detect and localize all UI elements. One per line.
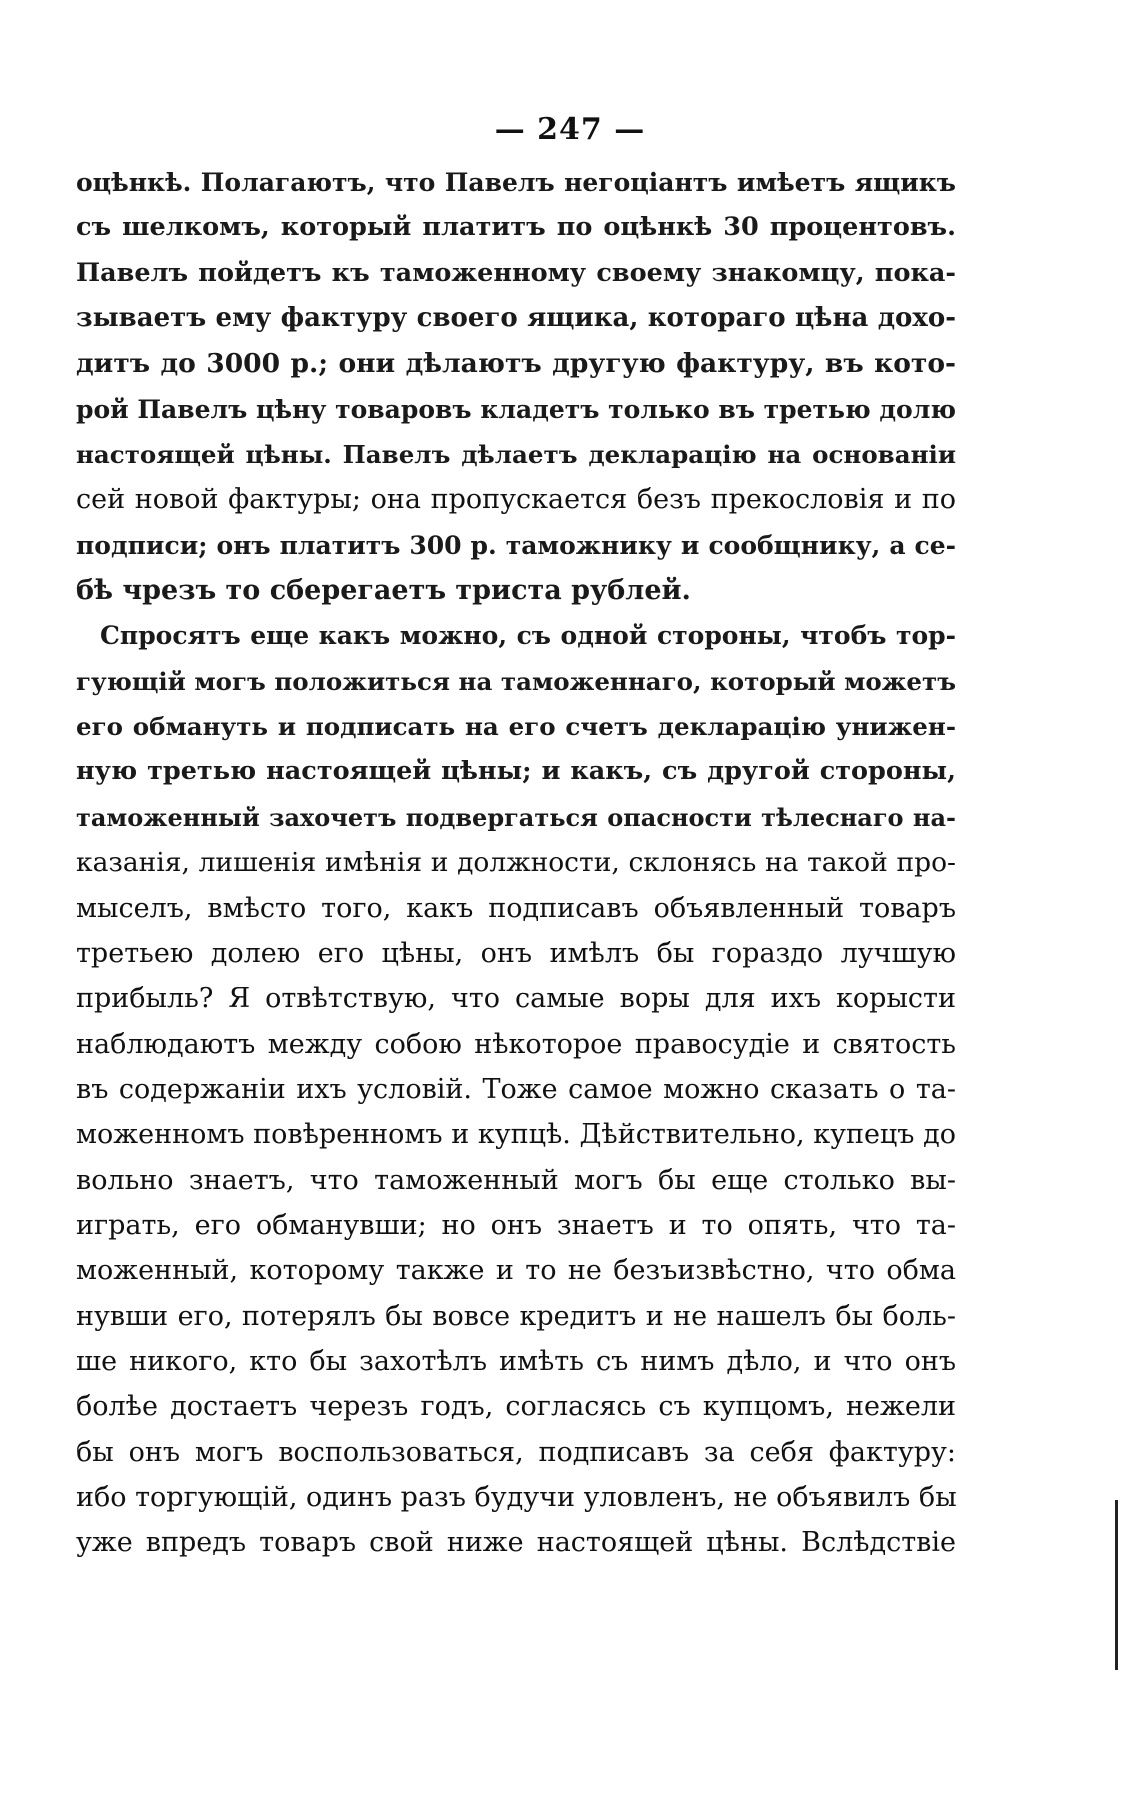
- text-line: подписи; онъ платитъ 300 р. таможнику и сообщнику, а се-: [76, 530, 956, 560]
- page-number: — 247 —: [494, 112, 646, 147]
- text-line: вольно знаетъ, что таможенный могъ бы еще столько вы-: [76, 1164, 956, 1196]
- text-line: Спросятъ еще какъ можно, съ одной стороны, чтобъ тор-: [100, 621, 956, 651]
- text-line: ную третью настоящей цѣны; и какъ, съ другой стороны,: [76, 756, 956, 787]
- text-line: оцѣнкѣ. Полагаютъ, что Павелъ негоціантъ имѣетъ ящикъ: [76, 168, 956, 197]
- text-line: бы онъ могъ воспользоваться, подписавъ за себя фактуру:: [76, 1436, 956, 1468]
- text-line: настоящей цѣны. Павелъ дѣлаетъ декларацію на основаніи: [76, 440, 956, 470]
- text-line: третьею долею его цѣны, онъ имѣлъ бы гораздо лучшую: [76, 937, 956, 969]
- text-line: уже впредъ товаръ свой ниже настоящей цѣны. Вслѣдствіе: [76, 1527, 956, 1559]
- text-line: болѣе достаетъ черезъ годъ, согласясь съ купцомъ, нежели: [76, 1391, 956, 1423]
- text-line: рой Павелъ цѣну товаровъ кладетъ только въ третью долю: [76, 394, 956, 424]
- text-line: сей новой фактуры; она пропускается безъ прекословія и по: [76, 484, 956, 516]
- text-line: мыселъ, вмѣсто того, какъ подписавъ объявленный товаръ: [76, 892, 956, 924]
- text-line: ибо торгующій, одинъ разъ будучи уловленъ, не объявилъ бы: [76, 1481, 957, 1513]
- text-line: Павелъ пойдетъ къ таможенному своему знакомцу, пока-: [76, 257, 956, 288]
- text-line: моженный, которому также и то не безъизвѣстно, что обма: [76, 1255, 956, 1287]
- text-line: казанія, лишенія имѣнія и должности, склонясь на такой про-: [76, 847, 956, 879]
- text-line: въ содержаніи ихъ условій. Тоже самое можно сказать о та-: [76, 1073, 956, 1105]
- text-line: ше никого, кто бы захотѣлъ имѣть съ нимъ дѣло, и что онъ: [76, 1345, 956, 1377]
- scan-edge-mark: [1115, 1500, 1118, 1670]
- text-line: съ шелкомъ, который платитъ по оцѣнкѣ 30 процентовъ.: [76, 212, 956, 243]
- text-line: бѣ чрезъ то сберегаетъ триста рублей.: [76, 575, 691, 607]
- text-line: его обмануть и подписать на его счетъ декларацію унижен-: [76, 712, 956, 742]
- text-line: наблюдаютъ между собою нѣкоторое правосудіе и святость: [76, 1028, 956, 1060]
- text-line: играть, его обманувши; но онъ знаетъ и то опять, что та-: [76, 1209, 956, 1241]
- text-line: моженномъ повѣренномъ и купцѣ. Дѣйствительно, купецъ до: [76, 1119, 956, 1151]
- body-text: [76, 160, 956, 1566]
- text-line: дитъ до 3000 р.; они дѣлаютъ другую фактуру, въ кото-: [76, 348, 956, 380]
- text-line: прибыль? Я отвѣтствую, что самые воры для ихъ корысти: [76, 983, 956, 1015]
- text-line: зываетъ ему фактуру своего ящика, котораго цѣна дохо-: [76, 303, 956, 334]
- text-line: гующій могъ положиться на таможеннаго, который можетъ: [76, 666, 956, 696]
- text-line: таможенный захочетъ подвергаться опасности тѣлеснаго на-: [76, 802, 956, 832]
- text-line: нувши его, потерялъ бы вовсе кредитъ и не нашелъ бы боль-: [76, 1300, 956, 1332]
